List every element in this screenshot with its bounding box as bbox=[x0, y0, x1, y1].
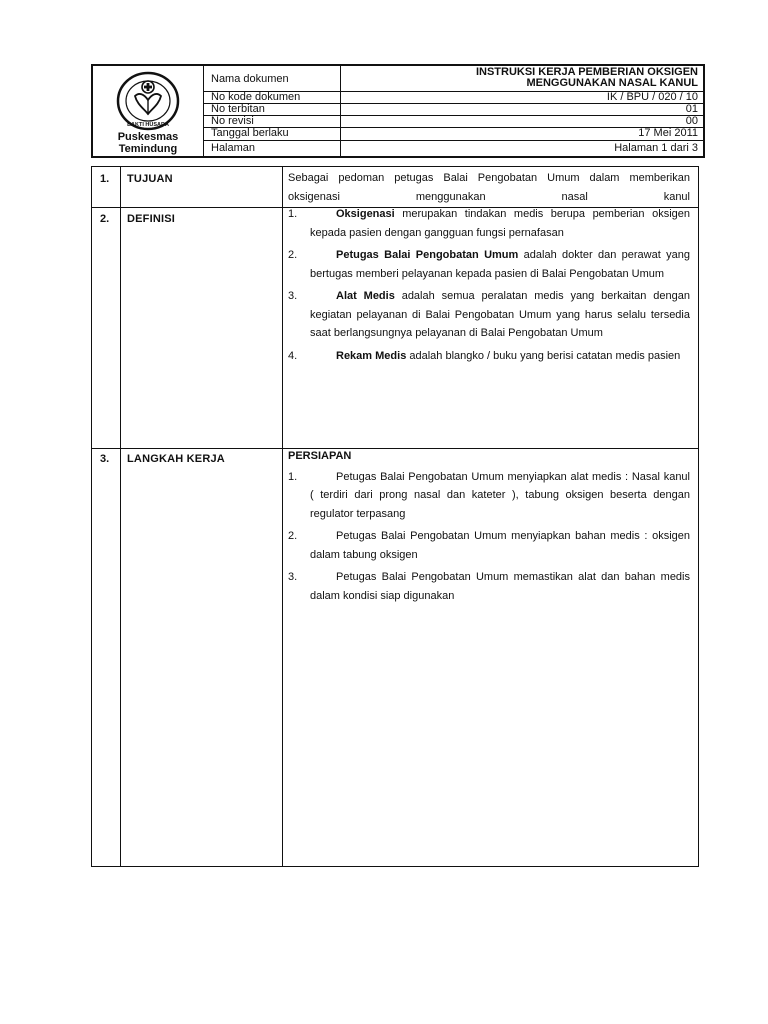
definition-text: merupakan tindakan medis berupa pemberian oksigen kepada pasien dengan gangguan fungsi pernafasan bbox=[310, 208, 690, 239]
header-label: Nama dokumen bbox=[211, 73, 289, 85]
step-item bbox=[288, 468, 690, 524]
bakti-husada-logo bbox=[115, 70, 181, 132]
item-number: 2. bbox=[288, 249, 298, 261]
item-number: 1. bbox=[288, 470, 298, 483]
definition-item bbox=[288, 347, 690, 366]
header-label: No revisi bbox=[211, 115, 254, 127]
step-text: Petugas Balai Pengobatan Umum memastikan alat dan bahan medis dalam kondisi siap digunakan bbox=[310, 571, 690, 602]
header-value: 01 bbox=[685, 103, 698, 115]
org-name-line2: Temindung bbox=[118, 143, 178, 155]
section-number: 2. bbox=[100, 213, 110, 225]
org-name-line1: Puskesmas bbox=[117, 131, 179, 143]
section-number: 3. bbox=[100, 453, 110, 465]
definition-item bbox=[288, 287, 690, 343]
definition-term: Oksigenasi bbox=[336, 208, 395, 220]
item-number: 2. bbox=[288, 530, 298, 542]
item-number: 3. bbox=[288, 290, 298, 302]
definition-item bbox=[288, 246, 690, 283]
definition-term: Alat Medis bbox=[336, 290, 395, 302]
definition-text: adalah semua peralatan medis yang berkaitan dengan kegiatan pelayanan di Balai Pengobatan Umum yang harus selalu tersedia saat berlangsungnya pelayanan di Balai Pengobatan Umum bbox=[310, 290, 690, 339]
column-divider bbox=[120, 167, 121, 866]
step-item bbox=[288, 527, 690, 564]
header-label: No terbitan bbox=[211, 103, 265, 115]
definisi-list bbox=[288, 205, 690, 369]
document-title: INSTRUKSI KERJA PEMBERIAN OKSIGEN MENGGUNAKAN NASAL KANUL bbox=[475, 66, 698, 89]
step-text: Petugas Balai Pengobatan Umum menyiapkan alat medis : Nasal kanul ( terdiri dari prong nasal dan kateter ), tabung oksigen beserta dengan regulator terpasang bbox=[310, 470, 690, 520]
section-title-definisi: DEFINISI bbox=[127, 213, 176, 225]
definition-term: Petugas Balai Pengobatan Umum bbox=[336, 249, 519, 261]
step-item bbox=[288, 568, 690, 605]
header-row-nama-dokumen bbox=[204, 66, 703, 92]
document-header bbox=[91, 64, 705, 158]
definition-text: adalah dokter dan perawat yang bertugas memberi pelayanan kepada pasien di Balai Pengobatan Umum bbox=[310, 249, 690, 280]
header-value: IK / BPU / 020 / 10 bbox=[606, 91, 698, 103]
header-label: Tanggal berlaku bbox=[211, 127, 289, 139]
item-number: 4. bbox=[288, 349, 298, 362]
definition-item bbox=[288, 205, 690, 242]
header-value: 00 bbox=[685, 115, 698, 127]
header-row-tanggal bbox=[204, 127, 703, 141]
subsection-title: PERSIAPAN bbox=[288, 450, 352, 462]
header-label: Halaman bbox=[211, 142, 256, 154]
tujuan-text: Sebagai pedoman petugas Balai Pengobatan Umum dalam memberikan oksigenasi menggunakan nasal kanul bbox=[288, 172, 690, 203]
header-value: 17 Mei 2011 bbox=[638, 127, 698, 139]
logo-lettering: BAKTI HUSADA bbox=[127, 122, 169, 128]
item-number: 1. bbox=[288, 208, 298, 220]
header-label: No kode dokumen bbox=[211, 91, 301, 103]
header-row-halaman bbox=[204, 140, 703, 156]
header-value: Halaman 1 dari 3 bbox=[614, 142, 698, 154]
instruction-table bbox=[91, 166, 699, 867]
item-number: 3. bbox=[288, 571, 298, 583]
step-text: Petugas Balai Pengobatan Umum menyiapkan bahan medis : oksigen dalam tabung oksigen bbox=[310, 530, 690, 561]
langkah-kerja-content bbox=[288, 447, 690, 609]
logo-cell bbox=[93, 66, 204, 156]
section-title-langkah-kerja: LANGKAH KERJA bbox=[127, 453, 225, 465]
definition-term: Rekam Medis bbox=[336, 349, 407, 362]
section-number: 1. bbox=[100, 173, 110, 185]
column-divider bbox=[282, 167, 283, 866]
definition-text: adalah blangko / buku yang berisi catatan medis pasien bbox=[406, 349, 681, 362]
section-title-tujuan: TUJUAN bbox=[127, 173, 173, 185]
